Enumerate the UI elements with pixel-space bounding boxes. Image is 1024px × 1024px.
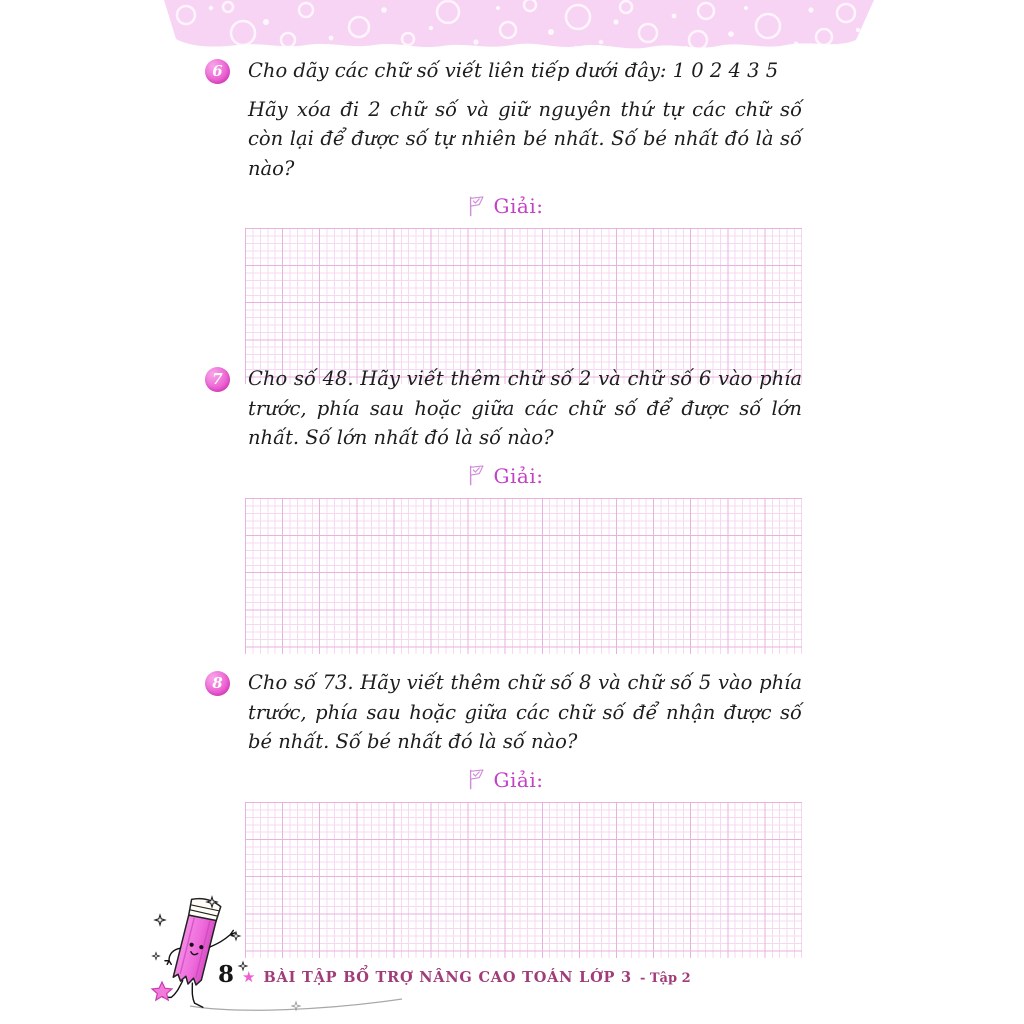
solution-label: Giải: [493, 194, 544, 218]
flag-check-icon [467, 768, 487, 791]
exercise-paragraph: Cho dãy các chữ số viết liên tiếp dưới đây: 1 0 2 4 3 5 [248, 59, 779, 82]
star-icon: ★ [242, 968, 256, 986]
pencil-body [156, 893, 242, 1010]
exercise-7 [205, 364, 805, 654]
solution-heading [248, 462, 762, 490]
solution-heading [248, 192, 762, 220]
exercise-number-badge: 6 [205, 59, 230, 84]
flag-check-icon [467, 195, 487, 218]
exercise-text [248, 56, 802, 183]
page-number: 8 [218, 961, 235, 988]
exercise-number-badge: 8 [205, 671, 230, 696]
solution-label: Giải: [493, 767, 544, 792]
exercise-paragraph: Hãy xóa đi 2 chữ số và giữ nguyên thứ tự các chữ số còn lại để được số tự nhiên bé nhất. Số bé nhất đó là số nào? [248, 97, 802, 180]
pencil-mascot-illustration [146, 892, 446, 1017]
solution-heading [248, 766, 762, 794]
exercise-text [248, 668, 802, 757]
exercise-paragraph: Cho số 73. Hãy viết thêm chữ số 8 và chữ số 5 vào phía trước, phía sau hoặc giữa các chữ số để nhận được số bé nhất. Số bé nhất đó là số nào? [248, 671, 802, 753]
solution-grid-paper [245, 498, 802, 654]
page-footer [218, 961, 691, 988]
book-title: BÀI TẬP BỔ TRỢ NÂNG CAO TOÁN LỚP 3 [263, 969, 632, 986]
exercise-paragraph: Cho số 48. Hãy viết thêm chữ số 2 và chữ số 6 vào phía trước, phía sau hoặc giữa các chữ số để được số lớn nhất. Số lớn nhất đó là số nào? [248, 367, 802, 449]
header-band-decoration [146, 0, 874, 56]
solution-label: Giải: [493, 463, 544, 488]
exercise-6 [205, 56, 805, 384]
flag-check-icon [467, 464, 487, 487]
exercise-number-badge: 7 [205, 367, 230, 392]
solution-grid-paper [245, 228, 802, 384]
book-volume: - Tập 2 [639, 971, 691, 986]
exercise-text [248, 364, 802, 453]
